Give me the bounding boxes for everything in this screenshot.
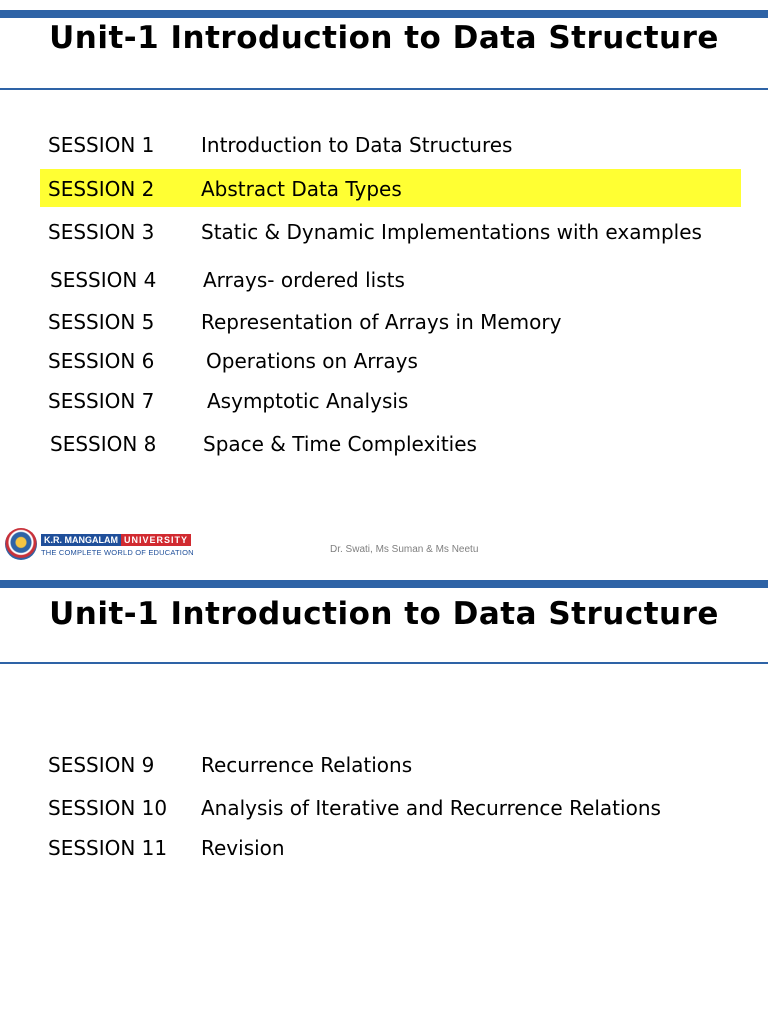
session-row <box>0 266 768 296</box>
session-number: SESSION 3 <box>48 220 155 244</box>
session-topic: Analysis of Iterative and Recurrence Relations <box>201 796 661 820</box>
session-number: SESSION 9 <box>48 753 155 777</box>
session-number: SESSION 4 <box>50 268 157 292</box>
session-topic: Revision <box>201 836 285 860</box>
session-row <box>0 308 768 338</box>
logo-tagline: THE COMPLETE WORLD OF EDUCATION <box>41 548 194 557</box>
session-row <box>0 834 768 864</box>
session-number: SESSION 11 <box>48 836 168 860</box>
session-row <box>0 794 768 824</box>
session-number: SESSION 2 <box>48 177 155 201</box>
top-accent-bar <box>0 10 768 18</box>
session-number: SESSION 8 <box>50 432 157 456</box>
session-topic: Arrays- ordered lists <box>203 268 405 292</box>
slide-title: Unit-1 Introduction to Data Structure <box>49 596 719 632</box>
session-topic: Representation of Arrays in Memory <box>201 310 562 334</box>
session-row <box>0 751 768 781</box>
session-topic: Introduction to Data Structures <box>201 133 513 157</box>
session-topic: Static & Dynamic Implementations with examples <box>201 220 702 244</box>
top-accent-bar <box>0 580 768 588</box>
session-topic: Recurrence Relations <box>201 753 413 777</box>
logo-wordmark <box>41 534 191 546</box>
slide-2 <box>0 580 768 1024</box>
session-topic: Space & Time Complexities <box>203 432 477 456</box>
session-number: SESSION 5 <box>48 310 155 334</box>
session-row <box>0 430 768 460</box>
session-topic: Operations on Arrays <box>206 349 418 373</box>
session-row <box>0 347 768 377</box>
session-topic: Asymptotic Analysis <box>207 389 409 413</box>
session-number: SESSION 10 <box>48 796 168 820</box>
university-seal-icon <box>5 528 37 560</box>
session-number: SESSION 1 <box>48 133 155 157</box>
session-topic: Abstract Data Types <box>201 177 402 201</box>
footer-authors: Dr. Swati, Ms Suman & Ms Neetu <box>330 544 479 555</box>
session-row <box>0 131 768 161</box>
title-underline <box>0 662 768 664</box>
session-row <box>0 175 768 205</box>
logo-name-part1: K.R. MANGALAM <box>41 534 121 546</box>
session-row <box>0 387 768 417</box>
session-row <box>0 218 768 248</box>
slide-title: Unit-1 Introduction to Data Structure <box>49 20 719 56</box>
title-underline <box>0 88 768 90</box>
session-number: SESSION 6 <box>48 349 155 373</box>
session-number: SESSION 7 <box>48 389 155 413</box>
logo-name-part2: UNIVERSITY <box>121 534 191 546</box>
university-logo <box>5 528 215 562</box>
